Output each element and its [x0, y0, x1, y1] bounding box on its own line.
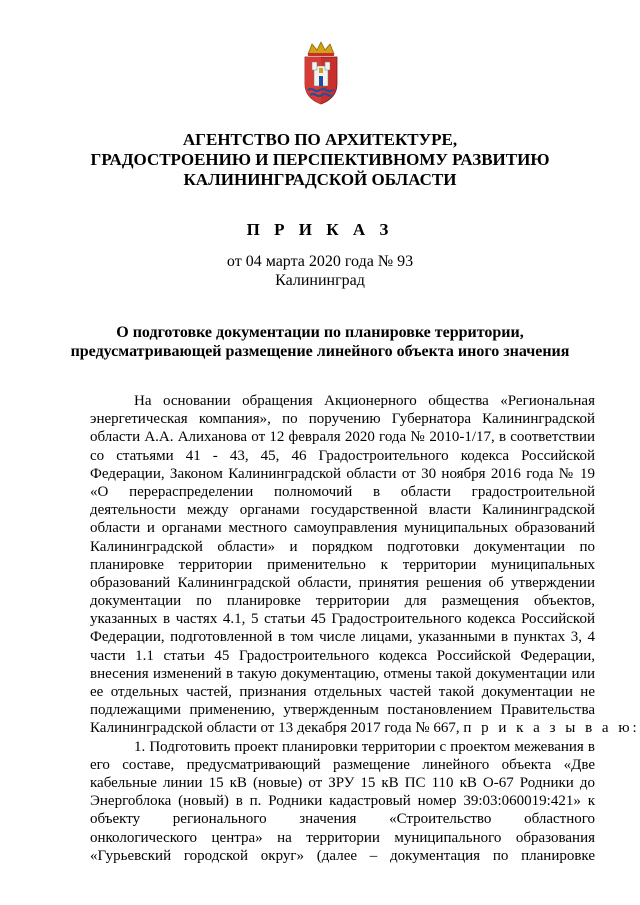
document-subject — [60, 323, 580, 361]
coat-of-arms-icon — [300, 40, 342, 106]
subject-line: О подготовке документации по планировке территории, — [116, 324, 524, 341]
body-line: На основании обращения Акционерного общества «Региональная — [134, 393, 595, 409]
document-body — [90, 392, 640, 865]
body-line: указанных в частях 4.1, 5 статьи 45 Градостроительного кодекса Российской — [90, 611, 595, 628]
body-line: образований Калининградской области, принятия решения об утверждении — [90, 574, 595, 591]
body-line: его составе, предусматривающий размещение линейного объекта «Две — [90, 756, 595, 773]
body-line-with-order — [90, 719, 640, 737]
body-line: Энергоблока (новый) в п. Родники кадастровый номер 39:03:060019:421» к — [90, 793, 595, 810]
body-line: Калининградской области» и порядком подготовки документации по — [90, 538, 595, 555]
body-line: области А.А. Алиханова от 12 февраля 2020 года № 2010-1/17, в соответствии — [90, 429, 595, 446]
body-line: энергетическая компания», по поручению Губернатора Калининградской — [90, 411, 595, 428]
body-line: «О перераспределении полномочий в области градостроительной — [90, 483, 595, 500]
body-line: онкологического центра» на территории муниципального образования — [90, 829, 595, 846]
body-line: области и органами местного самоуправления муниципальных образований — [90, 520, 595, 537]
body-line: ее отдельных частей, признания отдельных частей такой документации не — [90, 684, 595, 700]
subject-line: предусматривающей размещение линейного объекта иного значения — [70, 343, 570, 360]
body-line: со статьями 41 - 43, 45, 46 Градостроительного кодекса Российской — [90, 447, 595, 464]
document-date-number: от 04 марта 2020 года № 93 — [226, 253, 414, 270]
body-line: деятельности между органами государственной власти Калининградской — [90, 502, 595, 519]
agency-line: КАЛИНИНГРАДСКОЙ ОБЛАСТИ — [183, 170, 457, 189]
agency-name — [60, 130, 580, 190]
order-word: п р и к а з ы в а ю: — [463, 720, 640, 737]
body-line: Федерации, Законом Калининградской области от 30 ноября 2016 года № 19 — [90, 465, 595, 482]
body-line: 1. Подготовить проект планировки территории с проектом межевания в — [134, 738, 595, 755]
body-line: «Гурьевский городской округ» (далее – документация по планировке — [90, 847, 595, 864]
body-line: внесения изменений в такую документацию, отмены такой документации или — [90, 665, 595, 682]
agency-line: АГЕНТСТВО ПО АРХИТЕКТУРЕ, — [182, 130, 458, 149]
body-line-text: Калининградской области от 13 декабря 2017 года № 667, — [90, 720, 460, 737]
agency-line: ГРАДОСТРОЕНИЮ И ПЕРСПЕКТИВНОМУ РАЗВИТИЮ — [90, 150, 550, 169]
document-type: П Р И К А З — [246, 220, 394, 239]
body-line: подлежащими применению, утвержденным постановлением Правительства — [90, 702, 595, 719]
body-line: Федерации, подготовленной в том числе лицами, указанными в пунктах 3, 4 — [90, 629, 595, 646]
body-line: документации по планировке территории для размещения объектов, — [90, 593, 595, 610]
body-line: кабельные линии 15 кВ (новые) от ЗРУ 15 кВ ПС 110 кВ О-67 Родники до — [90, 774, 595, 791]
body-line: объекту регионального значения «Строительство областного — [90, 811, 595, 828]
document-city: Калининград — [275, 272, 365, 289]
body-line: планировке территории применительно к территории муниципальных — [90, 556, 595, 573]
body-line: части 1.1 статьи 45 Градостроительного кодекса Российской Федерации, — [90, 647, 595, 664]
